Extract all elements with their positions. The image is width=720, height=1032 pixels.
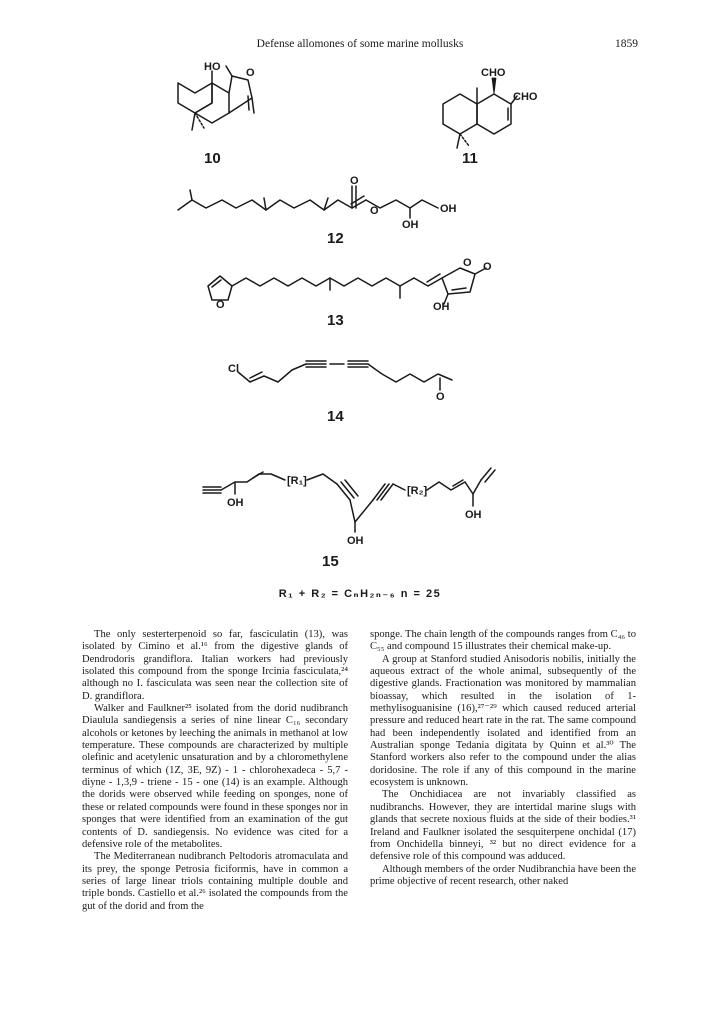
text-column-right [370, 629, 636, 888]
structure-13-o-furan: O [216, 299, 225, 311]
structure-13-number: 13 [327, 312, 344, 329]
structure-14-number: 14 [327, 408, 344, 425]
structure-13-oh: OH [433, 301, 450, 313]
structure-12-o-ester: O [370, 205, 379, 217]
paragraph: The Onchidiacea are not invariably classified as nudibranchs. However, they are intertidal marine slugs with glands that secrete noxious fluids at the side of their bodies.³¹ Ireland and Faulkner isolated the sesquiterpene onchidal (17) from Onchidella binneyi, ³² but no direct evidence for a defensive role of this compound was adduced. [370, 789, 636, 863]
structure-12-oh-1: OH [402, 219, 419, 231]
paragraph: sponge. The chain length of the compounds ranges from C₄₆ to C₅₅ and compound 15 illustrates their chemical make-up. [370, 629, 636, 653]
structure-12-o-carbonyl: O [350, 175, 359, 187]
paragraph: The only sesterterpenoid so far, fasciculatin (13), was isolated by Cimino et al.¹⁶ from the digestive glands of Dendrodoris grandiflora. Italian workers had previously isolated this compound from the sponge Ircinia fasciculata,²⁴ although no I. fasciculata was seen near the collection site of D. grandiflora. [82, 629, 348, 702]
structure-15-oh-3: OH [465, 509, 482, 521]
structure-11-cho-label-1: CHO [481, 67, 506, 79]
structure-13-o-ring: O [463, 257, 472, 269]
structure-12-drawing [170, 170, 510, 230]
text-column-left [82, 629, 348, 913]
structure-15-r2: [R₂] [407, 485, 428, 497]
structure-11-drawing [425, 64, 545, 154]
paragraph: Walker and Faulkner²⁵ isolated from the dorid nudibranch Diaulula sandiegensis a series of nine linear C₁₆ secondary alcohols or ketones by leeching the animals in methanol at low temperature. These compounds are characterized by multiple olefinic and acetylenic unsaturation and by a chloromethylene terminus of which (1Z, 3E, 9Z) - 1 - chlorohexadeca - 5,7 - diyne - 1,3,9 - triene - 15 - one (14) is an example. Although the dorids were observed while feeding on sponges, none of these or related compounds were found in these sponges nor in sponges that were identified from an examination of the gut contents of D. sandiegensis. No evidence was cited for a defensive role of the metabolites. [82, 703, 348, 850]
paragraph: A group at Stanford studied Anisodoris nobilis, initially the aqueous extract of the whole animal, subsequently of the digestive glands. Fractionation was monitored by mammalian bioassay, which resulted in the isolation of 1-methylisoguanisine (16),²⁷⁻²⁹ which caused reduced arterial pressure and reduced heart rate in the rat. The same compound had been independently isolated and identified from an Australian sponge Tedania digitata by Quinn et al.³⁰ The Stanford workers also refer to the compound under the alias doridosine. The role if any of this compound in the marine ecosystem is unknown. [370, 653, 636, 789]
structure-15-oh-1: OH [227, 497, 244, 509]
structure-10-ho-label: HO [204, 61, 221, 73]
formula-line: R₁ + R₂ = CₙH₂ₙ₋₆ n = 25 [278, 588, 442, 600]
structure-15-drawing [195, 460, 505, 550]
structure-14-cl: Cl [228, 363, 239, 375]
structure-15-r1: [R₁] [287, 475, 307, 487]
structure-10-drawing [170, 58, 290, 153]
structure-14-o: O [436, 391, 445, 403]
structure-10-number: 10 [204, 150, 221, 167]
page-number: 1859 [615, 38, 638, 50]
structure-11-cho-label-2: CHO [513, 91, 538, 103]
structure-11-number: 11 [462, 150, 478, 167]
structure-15-number: 15 [322, 553, 339, 570]
structure-15-oh-2: OH [347, 535, 364, 547]
structure-13-drawing [200, 250, 510, 313]
paragraph: The Mediterranean nudibranch Peltodoris atromaculata and its prey, the sponge Petrosia ficiformis, have in common a series of large linear triols containing multiple double and triple bonds. Castiello et al.²⁶ isolated the compounds from the gut of the dorid and from the [82, 851, 348, 912]
paragraph: Although members of the order Nudibranchia have been the prime objective of recent research, other naked [370, 863, 636, 887]
structure-13-o-carbonyl: O [483, 261, 492, 273]
running-header-title: Defense allomones of some marine mollusks [256, 38, 464, 50]
structure-12-number: 12 [327, 230, 344, 247]
structure-12-oh-2: OH [440, 203, 457, 215]
structure-14-drawing [226, 350, 476, 410]
structure-10-o-label: O [246, 67, 255, 79]
